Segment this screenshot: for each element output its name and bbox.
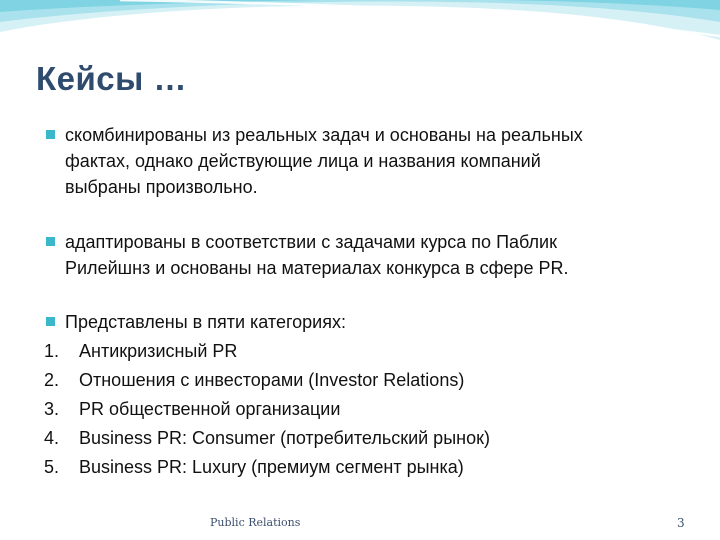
category-item	[44, 338, 684, 367]
bullet-item	[44, 122, 684, 200]
category-number: 4.	[44, 428, 60, 448]
category-item	[44, 454, 684, 483]
category-item	[44, 396, 684, 425]
category-number: 5.	[44, 457, 60, 477]
category-text: Антикризисный PR	[79, 341, 238, 361]
category-number: 3.	[44, 399, 60, 419]
bullet-line: адаптированы в соответствии с задачами курса по Паблик	[65, 232, 557, 252]
bullet-line: Представлены в пяти категориях:	[65, 312, 346, 332]
page-number: 3	[677, 516, 685, 530]
category-text: PR общественной организации	[79, 399, 341, 419]
square-bullet-icon	[46, 130, 55, 139]
bullet-line: выбраны произвольно.	[65, 177, 258, 197]
category-text: Отношения с инвесторами (Investor Relations)	[79, 370, 465, 390]
category-text: Business PR: Consumer (потребительский рынок)	[79, 428, 490, 448]
category-number: 1.	[44, 341, 60, 361]
bullet-item	[44, 309, 684, 335]
square-bullet-icon	[46, 237, 55, 246]
bullet-item	[44, 229, 684, 281]
bullet-line: Рилейшнз и основаны на материалах конкурса в сфере PR.	[65, 258, 569, 278]
bullet-line: фактах, однако действующие лица и названия компаний	[65, 151, 541, 171]
category-number: 2.	[44, 370, 60, 390]
category-item	[44, 367, 684, 396]
slide-title: Кейсы …	[36, 60, 187, 97]
square-bullet-icon	[46, 317, 55, 326]
category-text: Business PR: Luxury (премиум сегмент рынка)	[79, 457, 464, 477]
category-item	[44, 425, 684, 454]
bullet-line: скомбинированы из реальных задач и основаны на реальных	[65, 125, 583, 145]
footer-text: Public Relations	[210, 516, 301, 529]
